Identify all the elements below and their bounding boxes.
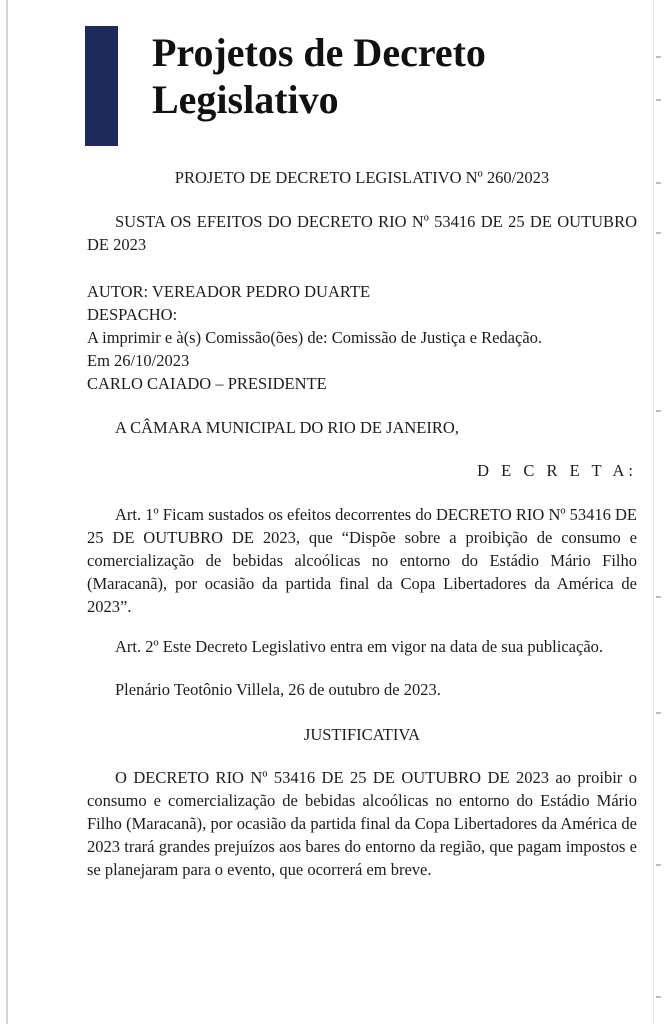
summary: SUSTA OS EFEITOS DO DECRETO RIO Nº 53416 DE 25 DE OUTUBRO DE 2023 xyxy=(87,212,637,254)
plenary-line: Plenário Teotônio Villela, 26 de outubro de 2023. xyxy=(115,680,441,699)
page-title: Projetos de Decreto Legislativo xyxy=(152,30,486,122)
project-number: PROJETO DE DECRETO LEGISLATIVO Nº 260/2023 xyxy=(174,168,550,187)
dispatch-label: DESPACHO: xyxy=(87,305,178,324)
page-right-border xyxy=(653,0,654,1024)
author: AUTOR: VEREADOR PEDRO DUARTE xyxy=(87,282,371,301)
signatory: CARLO CAIADO – PRESIDENTE xyxy=(87,374,327,393)
dispatch-date: Em 26/10/2023 xyxy=(87,351,190,370)
article-1: Art. 1º Ficam sustados os efeitos decorrentes do DECRETO RIO Nº 53416 DE 25 DE OUTUBRO DE 2023, que “Dispõe sobre a proibição de consumo e comercialização de bebidas alcoólicas no entorno do Estádio Mário Filho (Maracanã), por ocasião da partida final da Copa Libertadores da América de 2023”. xyxy=(87,505,637,616)
article-2: Art. 2º Este Decreto Legislativo entra em vigor na data de sua publicação. xyxy=(115,637,604,656)
decrees-heading: D E C R E T A: xyxy=(477,461,637,480)
page-left-border xyxy=(6,0,8,1024)
title-accent-bar xyxy=(85,26,118,146)
justification-heading: JUSTIFICATIVA xyxy=(303,725,421,744)
dispatch-text: A imprimir e à(s) Comissão(ões) de: Comissão de Justiça e Redação. xyxy=(87,328,543,347)
justification-text: O DECRETO RIO Nº 53416 DE 25 DE OUTUBRO DE 2023 ao proibir o consumo e comercialização de bebidas alcoólicas no entorno do Estádio Mário Filho (Maracanã), por ocasião da partida final da Copa Libertadores da América de 2023 trará grandes prejuízos aos bares do entorno da região, que pagam impostos e se planejaram para o evento, que ocorrerá em breve. xyxy=(87,768,637,879)
chamber-line: A CÂMARA MUNICIPAL DO RIO DE JANEIRO, xyxy=(115,418,459,437)
document-body xyxy=(87,166,637,881)
